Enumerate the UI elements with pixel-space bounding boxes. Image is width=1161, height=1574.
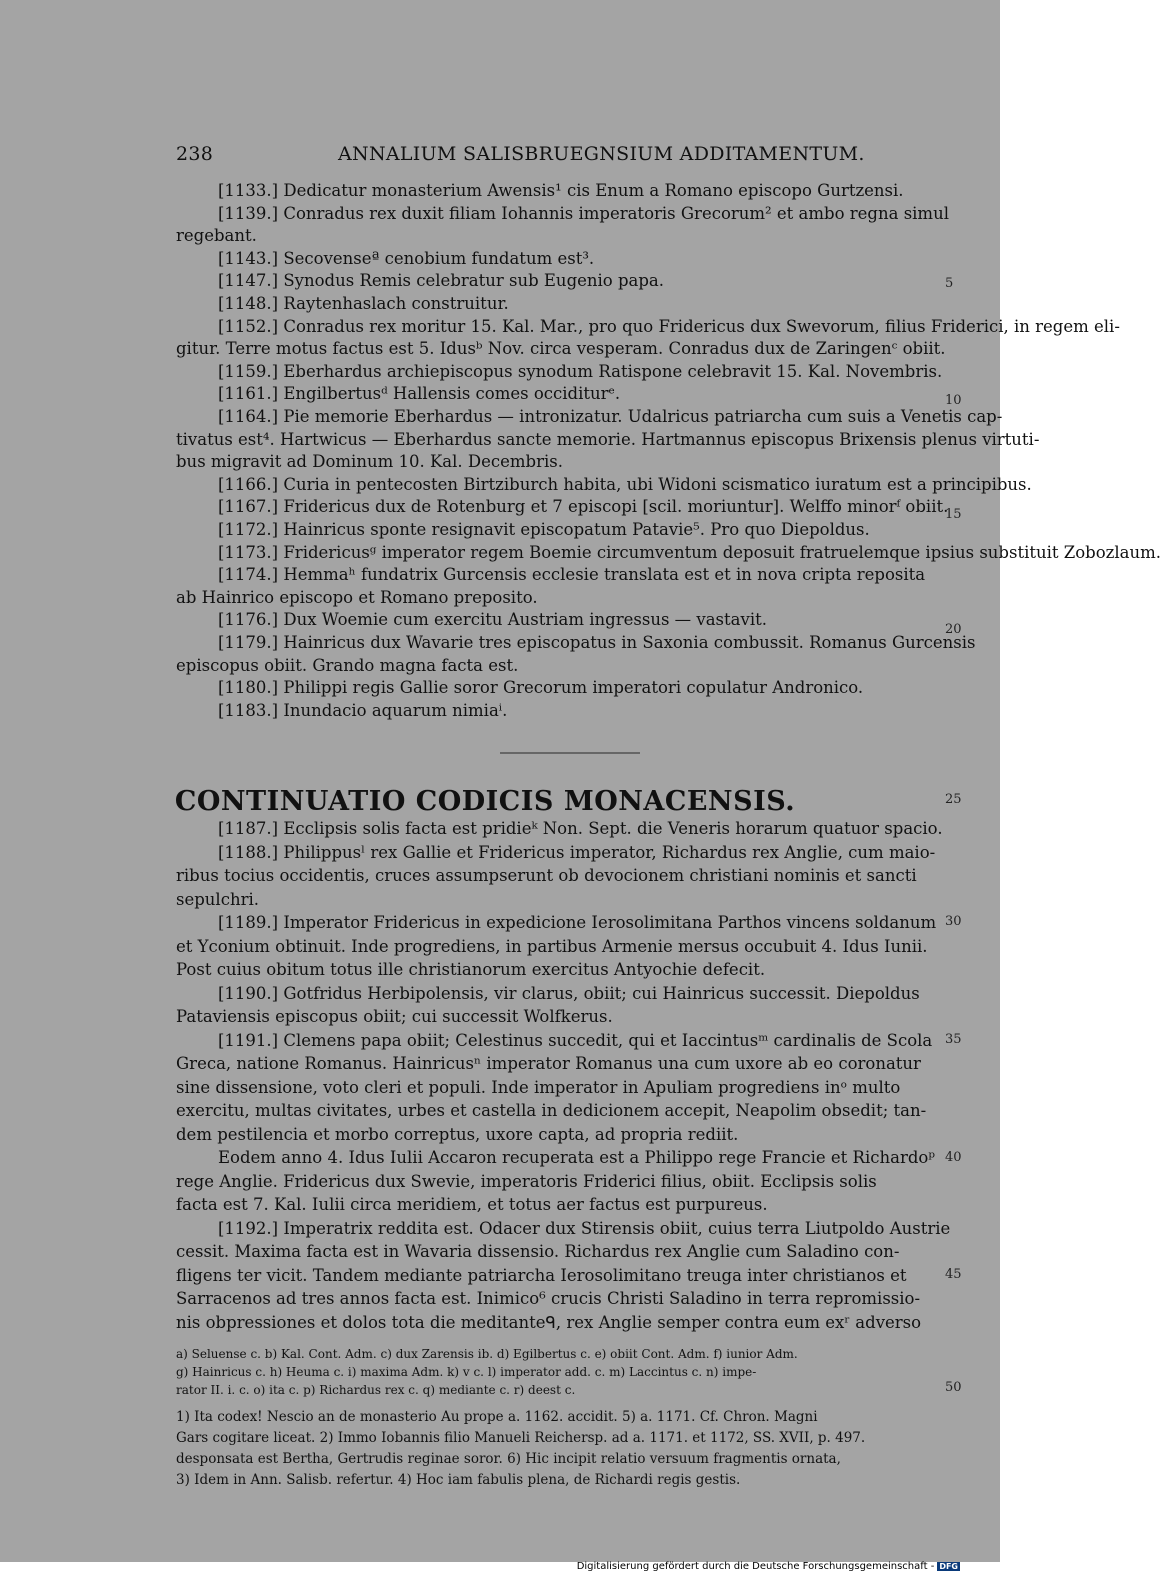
text-line: [1139.] Conradus rex duxit filiam Iohannis imperatoris Grecorum² et ambo regna simul	[218, 203, 949, 223]
text-line: [1190.] Gotfridus Herbipolensis, vir clarus, obiit; cui Hainricus successit. Diepoldus	[218, 983, 920, 1003]
dfg-credit: Digitalisierung gefördert durch die Deutsche Forschungsgemeinschaft - DFG	[576, 1561, 958, 1572]
text-line: [1176.] Dux Woemie cum exercitu Austriam ingressus — vastavit.	[218, 610, 767, 630]
text-line: [1174.] Hemmaʰ fundatrix Gurcensis ecclesie translata est et in nova cripta reposita	[218, 565, 926, 585]
margin-line-number: 35	[945, 1032, 962, 1047]
text-line: dem pestilencia et morbo correptus, uxore capta, ad propria rediit.	[176, 1124, 739, 1144]
text-line: [1147.] Synodus Remis celebratur sub Eugenio papa.	[218, 271, 665, 291]
text-line: [1148.] Raytenhaslach construitur.	[218, 294, 509, 313]
text-line: rege Anglie. Fridericus dux Swevie, imperatoris Friderici filius, obiit. Ecclipsis solis	[176, 1171, 877, 1191]
text-line: episcopus obiit. Grando magna facta est.	[176, 655, 519, 675]
text-line: [1187.] Ecclipsis solis facta est pridieᵏ Non. Sept. die Veneris horarum quatuor spacio.	[218, 819, 943, 838]
margin-line-number: 15	[945, 507, 962, 522]
text-line: Eodem anno 4. Idus Iulii Accaron recuperata est a Philippo rege Francie et Richardoᵖ	[218, 1148, 935, 1167]
text-line: sine dissensione, voto cleri et populi. Inde imperator in Apuliam progrediens inᵒ multo	[176, 1077, 901, 1097]
section-title: CONTINUATIO CODICIS MONACENSIS.	[174, 786, 796, 817]
margin-line-number: 45	[945, 1267, 962, 1282]
running-title: ANNALIUM SALISBRUEGNSIUM ADDITAMENTUM.	[338, 143, 865, 165]
footnote-line: 1) Ita codex! Nescio an de monasterio Au prope a. 1162. accidit. 5) a. 1171. Cf. Chron. Magni	[176, 1409, 818, 1425]
text-line: [1173.] Fridericusᵍ imperator regem Boemie circumventum deposuit fratruelemque ipsius substituit Zobozlaum.	[218, 542, 1161, 562]
text-line: fligens ter vicit. Tandem mediante patriarcha Ierosolimitano treuga inter christianos et	[176, 1265, 907, 1285]
text-line: sepulchri.	[176, 889, 259, 909]
section-divider	[500, 752, 640, 754]
variant-note-line: rator II. i. c. o) ita c. p) Richardus rex c. q) mediante c. r) deest c.	[176, 1383, 576, 1397]
text-line: Post cuius obitum totus ille christianorum exercitus Antyochie defecit.	[176, 960, 766, 979]
text-line: bus migravit ad Dominum 10. Kal. Decembris.	[176, 452, 563, 472]
text-line: cessit. Maxima facta est in Wavaria dissensio. Richardus rex Anglie cum Saladino con-	[176, 1242, 900, 1261]
margin-line-number: 30	[945, 914, 962, 929]
margin-line-number: 25	[945, 792, 962, 807]
text-line: Greca, natione Romanus. Hainricusⁿ imperator Romanus una cum uxore ab eo coronatur	[176, 1054, 921, 1073]
text-line: [1179.] Hainricus dux Wavarie tres episcopatus in Saxonia combussit. Romanus Gurcensis	[218, 633, 976, 652]
text-line: [1172.] Hainricus sponte resignavit episcopatum Patavie⁵. Pro quo Diepoldus.	[218, 520, 870, 539]
text-line: [1167.] Fridericus dux de Rotenburg et 7 episcopi [scil. moriuntur]. Welffo minorᶠ obiit.	[218, 497, 949, 517]
footnote-line: Gars cogitare liceat. 2) Immo Iobannis filio Manueli Reichersp. ad a. 1171. et 1172, SS. XVII, p. 497.	[176, 1430, 866, 1446]
text-line: regebant.	[176, 226, 257, 246]
variant-note-line: g) Hainricus c. h) Heuma c. i) maxima Adm. k) v c. l) imperator add. c. m) Laccintus c. n) impe-	[176, 1365, 757, 1379]
text-line: [1161.] Engilbertusᵈ Hallensis comes occiditurᵉ.	[218, 384, 621, 404]
margin-line-number: 5	[945, 276, 954, 291]
dfg-logo: DFG	[939, 1562, 958, 1571]
margin-line-number: 50	[945, 1380, 962, 1395]
text-line: Pataviensis episcopus obiit; cui successit Wolfkerus.	[176, 1007, 613, 1026]
text-line: facta est 7. Kal. Iulii circa meridiem, et totus aer factus est purpureus.	[176, 1195, 768, 1214]
text-line: [1189.] Imperator Fridericus in expedicione Ierosolimitana Parthos vincens soldanum	[218, 913, 937, 932]
text-line: [1164.] Pie memorie Eberhardus — intronizatur. Udalricus patriarcha cum suis a Venetis cap-	[218, 407, 1003, 426]
text-line: [1152.] Conradus rex moritur 15. Kal. Mar., pro quo Fridericus dux Swevorum, filius Friderici, in regem eli-	[218, 316, 1120, 336]
text-line: nis obpressiones et dolos tota die meditanteᑫ, rex Anglie semper contra eum exʳ adverso	[176, 1312, 922, 1332]
text-line: [1133.] Dedicatur monasterium Awensis¹ cis Enum a Romano episcopo Gurtzensi.	[218, 181, 904, 200]
footnote-line: 3) Idem in Ann. Salisb. refertur. 4) Hoc iam fabulis plena, de Richardi regis gestis.	[176, 1472, 741, 1488]
text-line: [1191.] Clemens papa obiit; Celestinus succedit, qui et Iaccintusᵐ cardinalis de Scola	[218, 1030, 933, 1050]
text-line: Sarracenos ad tres annos facta est. Inimico⁶ crucis Christi Saladino in terra repromissio-	[176, 1289, 921, 1308]
margin-line-number: 10	[945, 393, 962, 408]
text-line: ab Hainrico episcopo et Romano preposito.	[176, 587, 538, 607]
text-line: [1159.] Eberhardus archiepiscopus synodum Ratispone celebravit 15. Kal. Novembris.	[218, 361, 943, 381]
page-footer	[0, 1562, 1000, 1574]
margin-line-number: 40	[945, 1150, 962, 1165]
text-line: ribus tocius occidentis, cruces assumpserunt ob devocionem christiani nominis et sancti	[176, 866, 917, 885]
text-line: exercitu, multas civitates, urbes et castella in dedicionem accepit, Neapolim obsedit; tan-	[176, 1101, 927, 1120]
page-number: 238	[176, 143, 214, 165]
variant-note-line: a) Seluense c. b) Kal. Cont. Adm. c) dux Zarensis ib. d) Egilbertus c. e) obiit Cont. Adm. f) iunior Adm.	[176, 1347, 798, 1361]
text-line: tivatus est⁴. Hartwicus — Eberhardus sancte memorie. Hartmannus episcopus Brixensis plenus virtuti-	[176, 429, 1040, 449]
margin-line-number: 20	[945, 622, 962, 637]
text-line: [1188.] Philippusˡ rex Gallie et Fridericus imperator, Richardus rex Anglie, cum maio-	[218, 842, 936, 862]
text-line: gitur. Terre motus factus est 5. Idusᵇ Nov. circa vesperam. Conradus dux de Zaringenᶜ obiit.	[176, 339, 946, 359]
text-line: [1192.] Imperatrix reddita est. Odacer dux Stirensis obiit, cuius terra Liutpoldo Austrie	[218, 1218, 951, 1238]
footnote-line: desponsata est Bertha, Gertrudis reginae soror. 6) Hic incipit relatio versuum fragmentis ornata,	[176, 1451, 841, 1467]
text-line: et Yconium obtinuit. Inde progrediens, in partibus Armenie mersus occubuit 4. Idus Iunii.	[176, 936, 928, 956]
text-line: [1166.] Curia in pentecosten Birtziburch habita, ubi Widoni scismatico iuratum est a principibus.	[218, 474, 1032, 494]
text-line: [1180.] Philippi regis Gallie soror Grecorum imperatori copulatur Andronico.	[218, 678, 864, 698]
text-line: [1183.] Inundacio aquarum nimiaⁱ.	[218, 700, 508, 720]
text-line: [1143.] Secovenseª cenobium fundatum est³.	[218, 248, 595, 268]
